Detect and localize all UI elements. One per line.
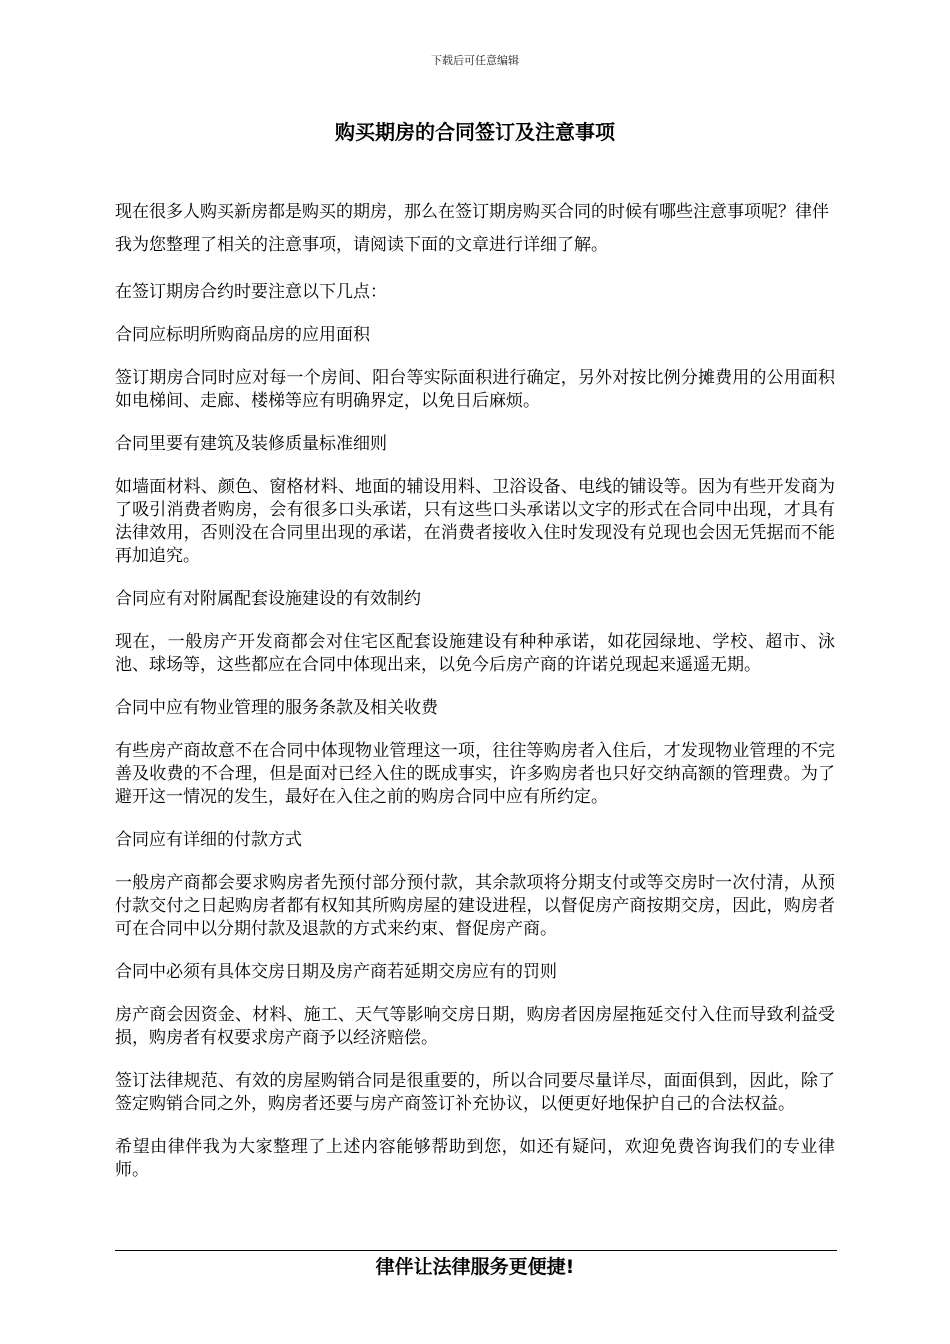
section-paragraph: 一般房产商都会要求购房者先预付部分预付款，其余款项将分期支付或等交房时一次付清，从预付款交付之日起购房者都有权知其所购房屋的建设进程，以督促房产商按期交房，因此，购房者可在合同中以分期付款及退款的方式来约束、督促房产商。 [115, 873, 835, 939]
section-paragraph: 现在，一般房产开发商都会对住宅区配套设施建设有种种承诺，如花园绿地、学校、超市、泳池、球场等，这些都应在合同中体现出来，以免今后房产商的许诺兑现起来遥遥无期。 [115, 632, 835, 675]
intro-paragraph: 现在很多人购买新房都是购买的期房，那么在签订期房购买合同的时候有哪些注意事项呢？律伴我为您整理了相关的注意事项，请阅读下面的文章进行详细了解。 [115, 202, 829, 255]
section-paragraph: 签订期房合同时应对每一个房间、阳台等实际面积进行确定，另外对按比例分摊费用的公用面积如电梯间、走廊、楼梯等应有明确界定，以免日后麻烦。 [115, 368, 835, 411]
closing-paragraph: 签订法律规范、有效的房屋购销合同是很重要的，所以合同要尽量详尽，面面俱到，因此，除了签定购销合同之外，购房者还要与房产商签订补充协议，以便更好地保护自己的合法权益。 [115, 1071, 835, 1114]
footer-slogan: 律伴让法律服务更便捷! [375, 1256, 575, 1278]
document-body [115, 196, 835, 1202]
section-heading: 合同应标明所购商品房的应用面积 [115, 325, 370, 345]
lead-paragraph: 在签订期房合约时要注意以下几点： [115, 282, 387, 302]
document-title: 购买期房的合同签订及注意事项 [335, 120, 615, 144]
section-paragraph: 有些房产商故意不在合同中体现物业管理这一项，往往等购房者入住后，才发现物业管理的不完善及收费的不合理，但是面对已经入住的既成事实，许多购房者也只好交纳高额的管理费。为了避开这一情况的发生，最好在入住之前的购房合同中应有所约定。 [115, 741, 835, 807]
header-note: 下载后可任意编辑 [431, 54, 519, 67]
section-heading: 合同中必须有具体交房日期及房产商若延期交房应有的罚则 [115, 962, 557, 982]
section-paragraph: 如墙面材料、颜色、窗格材料、地面的辅设用料、卫浴设备、电线的铺设等。因为有些开发商为了吸引消费者购房，会有很多口头承诺，只有这些口头承诺以文字的形式在合同中出现，才具有法律效用，否则没在合同里出现的承诺，在消费者接收入住时发现没有兑现也会因无凭据而不能再加追究。 [115, 477, 835, 566]
section-heading: 合同中应有物业管理的服务条款及相关收费 [115, 698, 438, 718]
section-heading: 合同应有详细的付款方式 [115, 830, 302, 850]
section-paragraph: 房产商会因资金、材料、施工、天气等影响交房日期，购房者因房屋拖延交付入住而导致利益受损，购房者有权要求房产商予以经济赔偿。 [115, 1005, 835, 1048]
footer-divider [115, 1250, 837, 1251]
section-heading: 合同应有对附属配套设施建设的有效制约 [115, 589, 421, 609]
section-heading: 合同里要有建筑及装修质量标准细则 [115, 434, 387, 454]
closing-paragraph: 希望由律伴我为大家整理了上述内容能够帮助到您，如还有疑问，欢迎免费咨询我们的专业律师。 [115, 1137, 835, 1180]
